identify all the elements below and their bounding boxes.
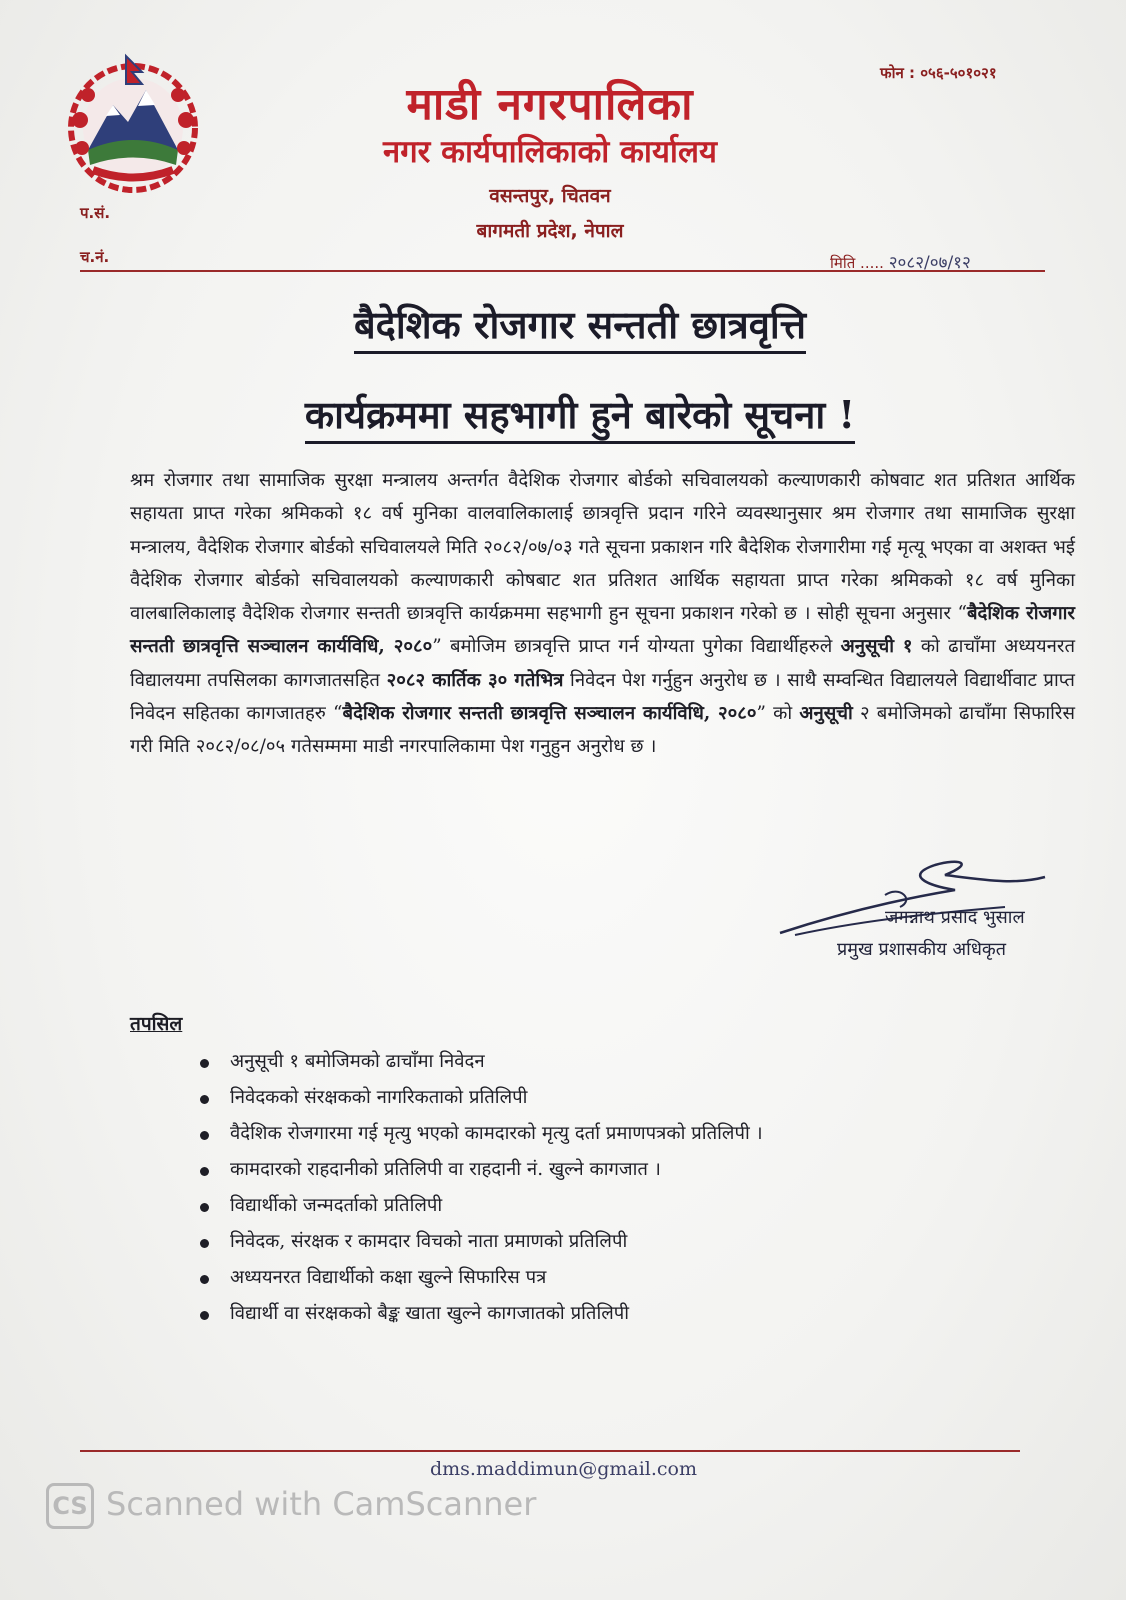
list-item-text: वैदेशिक रोजगारमा गई मृत्यु भएको कामदारको मृत्यु दर्ता प्रमाणपत्रको प्रतिलिपी । [230, 1123, 763, 1144]
list-item-text: कामदारको राहदानीको प्रतिलिपी वा राहदानी नं. खुल्ने कागजात । [230, 1159, 661, 1180]
attachments-list [200, 1044, 763, 1332]
bullet-icon [200, 1203, 209, 1212]
list-item-text: विद्यार्थीको जन्मदर्ताको प्रतिलिपी [230, 1195, 443, 1216]
list-item [200, 1296, 763, 1332]
body-bold-5: अनुसूची [799, 703, 853, 725]
body-text-3: को ढाचाँमा अध्ययनरत विद्यालयमा तपसिलका कागजातसहित [130, 636, 1075, 691]
handwritten-signature-icon [775, 855, 1065, 945]
cn-label: च.नं. [80, 248, 110, 266]
notice-title-text-2: कार्यक्रममा सहभागी हुने बारेको सूचना ! [305, 392, 855, 444]
bullet-icon [200, 1095, 209, 1104]
body-text-2: ” बमोजिम छात्रवृत्ति प्राप्त गर्न योग्यता पुगेका विद्यार्थीहरुले [432, 636, 841, 658]
list-item [200, 1188, 763, 1224]
office-name: माडी नगरपालिका [406, 79, 694, 130]
list-item-text: निवेदक, संरक्षक र कामदार विचको नाता प्रमाणको प्रतिलिपी [230, 1231, 628, 1252]
body-bold-3: २०८२ कार्तिक ३० गतेभित्र [386, 669, 564, 691]
footer-divider [80, 1450, 1020, 1452]
notice-title-line-2 [140, 388, 1020, 440]
list-item [200, 1260, 763, 1296]
nepal-emblem-icon [58, 50, 208, 200]
phone-number: फोन : ०५६-५०१०२१ [880, 64, 997, 82]
list-item [200, 1080, 763, 1116]
body-text-6: २ बमोजिमको ढाचाँमा सिफारिस गरी मिति २०८२/०८/०५ गतेसम्ममा माडी नगरपालिकामा पेश गनुहुन अनुरोध छ । [130, 703, 1076, 758]
attachments-heading: तपसिल [130, 1013, 183, 1035]
bullet-icon [200, 1239, 209, 1248]
body-bold-1: बैदेशिक रोजगार सन्तती छात्रवृत्ति सञ्चालन कार्यविधि, २०८० [130, 603, 1075, 658]
date-label: मिति ..... [830, 254, 884, 272]
header-divider [80, 270, 1045, 272]
camscanner-watermark [46, 1483, 536, 1529]
list-item-text: अनुसूची १ बमोजिमको ढाचाँमा निवेदन [230, 1051, 485, 1072]
list-item [200, 1152, 763, 1188]
notice-body [130, 464, 1075, 764]
bullet-icon [200, 1311, 209, 1320]
ps-label: प.सं. [80, 204, 111, 222]
notice-title-text-1: बैदेशिक रोजगार सन्तती छात्रवृत्ति [354, 302, 806, 354]
bullet-icon [200, 1167, 209, 1176]
list-item [200, 1116, 763, 1152]
list-item-text: अध्ययनरत विद्यार्थीको कक्षा खुल्ने सिफारिस पत्र [230, 1267, 547, 1288]
list-item-text: निवेदकको संरक्षकको नागरिकताको प्रतिलिपी [230, 1087, 528, 1108]
notice-title-line-1 [140, 298, 1020, 350]
address-line-2: बागमती प्रदेश, नेपाल [476, 220, 624, 242]
office-subtitle: नगर कार्यपालिकाको कार्यालय [383, 134, 717, 170]
list-item [200, 1224, 763, 1260]
signatory-designation: प्रमुख प्रशासकीय अधिकृत [837, 939, 1006, 960]
body-bold-4: बैदेशिक रोजगार सन्तती छात्रवृत्ति सञ्चालन कार्यविधि, २०८० [342, 703, 757, 725]
body-text-4: निवेदन पेश गर्नुहुन अनुरोध छ । साथै सम्वन्धित विद्यालयले विद्यार्थीवाट प्राप्त निवेदन सहितका कागजातहरु “ [130, 669, 1075, 725]
date-value: २०८२/०७/१२ [888, 253, 971, 273]
footer-email: dms.maddimun@gmail.com [430, 1458, 698, 1480]
watermark-text: Scanned with CamScanner [106, 1485, 537, 1523]
bullet-icon [200, 1275, 209, 1284]
body-text-1: श्रम रोजगार तथा सामाजिक सुरक्षा मन्त्रालय अन्तर्गत वैदेशिक रोजगार बोर्डको सचिवालयको कल्याणकारी कोषवाट शत प्रतिशत आर्थिक सहायता प्राप्त गरेका श्रमिकको १८ वर्ष मुनिका वालवालिकालाई छात्रवृत्ति प्रदान गरिने व्यवस्थानुसार श्रम रोजगार तथा सामाजिक सुरक्षा मन्त्रालय, वैदेशिक रोजगार बोर्डको सचिवालयले मिति २०८२/०७/०३ गते सूचना प्रकाशन गरि बैदेशिक रोजगारीमा गई मृत्यू भएका वा अशक्त भई वैदेशिक रोजगार बोर्डको सचिवालयको कल्याणकारी कोषबाट शत प्रतिशत आर्थिक सहायता प्राप्त गरेका श्रमिकको १८ वर्ष मुनिका वालबालिकालाइ वैदेशिक रोजगार सन्तती छात्रवृत्ति कार्यक्रममा सहभागी हुन सूचना प्रकाशन गरेको छ । सोही सूचना अनुसार “ [130, 470, 1075, 625]
bullet-icon [200, 1059, 209, 1068]
camscanner-logo-icon: CS [46, 1483, 94, 1529]
bullet-icon [200, 1131, 209, 1140]
body-bold-2: अनुसूची १ [840, 636, 913, 658]
signature-block [775, 865, 1075, 970]
address-line-1: वसन्तपुर, चितवन [489, 185, 611, 207]
list-item [200, 1044, 763, 1080]
list-item-text: विद्यार्थी वा संरक्षकको बैङ्क खाता खुल्ने कागजातको प्रतिलिपी [230, 1303, 630, 1324]
body-text-5: ” को [756, 703, 800, 725]
signatory-name: जगन्नाथ प्रसाद भुसाल [885, 907, 1025, 928]
